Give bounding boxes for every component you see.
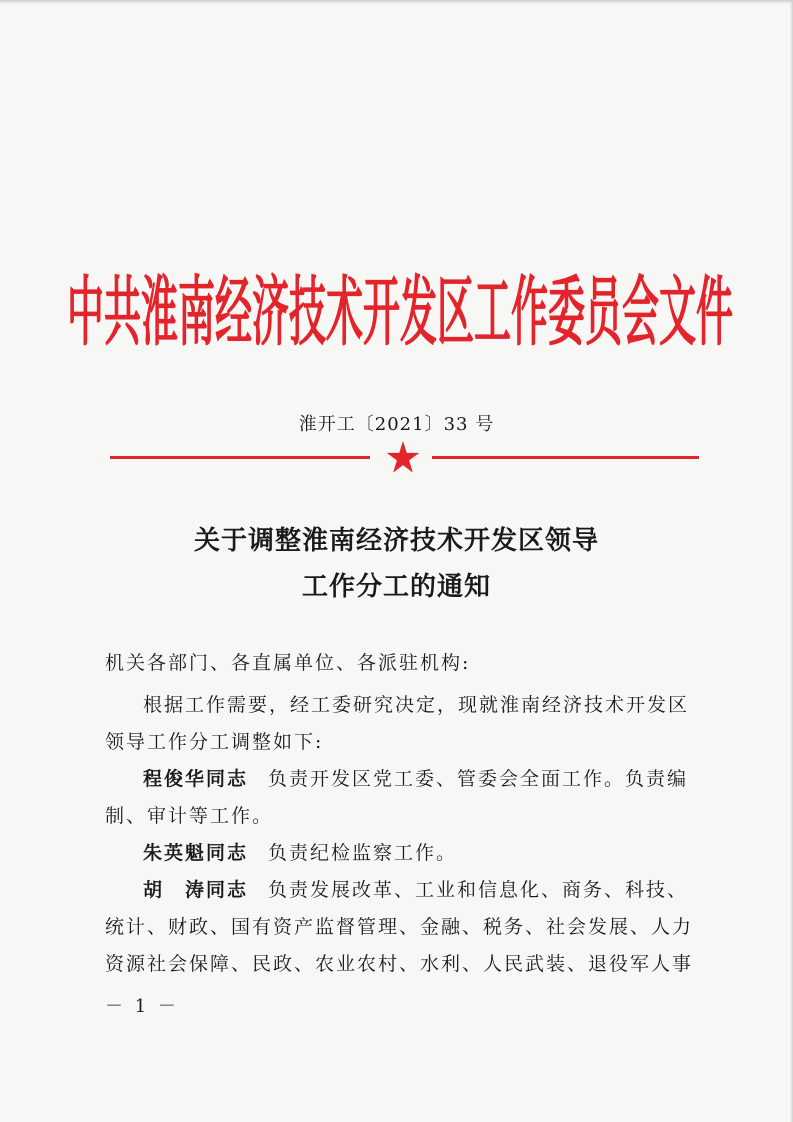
document-number: 淮开工〔2021〕33 号	[298, 414, 495, 435]
notice-title-line-2: 工作分工的通知	[301, 572, 491, 602]
assignee-name: 朱英魁同志	[143, 842, 249, 864]
red-header-title: 中共淮南经济技术开发区工作委员会文件	[67, 268, 733, 357]
notice-title-line-1: 关于调整淮南经济技术开发区领导	[193, 526, 599, 556]
assignment-3-line-1	[143, 875, 688, 902]
salutation: 机关各部门、各直属单位、各派驻机构:	[105, 652, 471, 674]
assignment-duty: 负责开发区党工委、管委会全面工作。负责编	[268, 768, 689, 790]
assignee-name: 胡 涛同志	[143, 879, 249, 901]
assignment-duty: 负责发展改革、工业和信息化、商务、科技、	[268, 879, 689, 901]
assignment-duty: 负责纪检监察工作。	[268, 842, 458, 864]
red-rule-right	[432, 456, 699, 459]
assignment-3-line-3: 资源社会保障、民政、农业农村、水利、人民武装、退役军人事	[105, 953, 694, 975]
assignment-3-line-2: 统计、财政、国有资产监督管理、金融、税务、社会发展、人力	[105, 916, 694, 938]
assignment-1-line-2: 制、审计等工作。	[105, 805, 274, 827]
assignee-name: 程俊华同志	[143, 768, 249, 790]
assignment-2-line-1	[143, 838, 457, 865]
page-number: － 1 －	[105, 996, 179, 1017]
intro-line-2: 领导工作分工调整如下:	[105, 731, 324, 753]
red-star-icon	[386, 440, 420, 474]
assignment-1-line-1	[143, 764, 688, 791]
intro-line-1: 根据工作需要，经工委研究决定，现就淮南经济技术开发区	[143, 694, 690, 716]
red-rule-left	[110, 456, 370, 459]
scan-edge-top	[0, 0, 793, 4]
